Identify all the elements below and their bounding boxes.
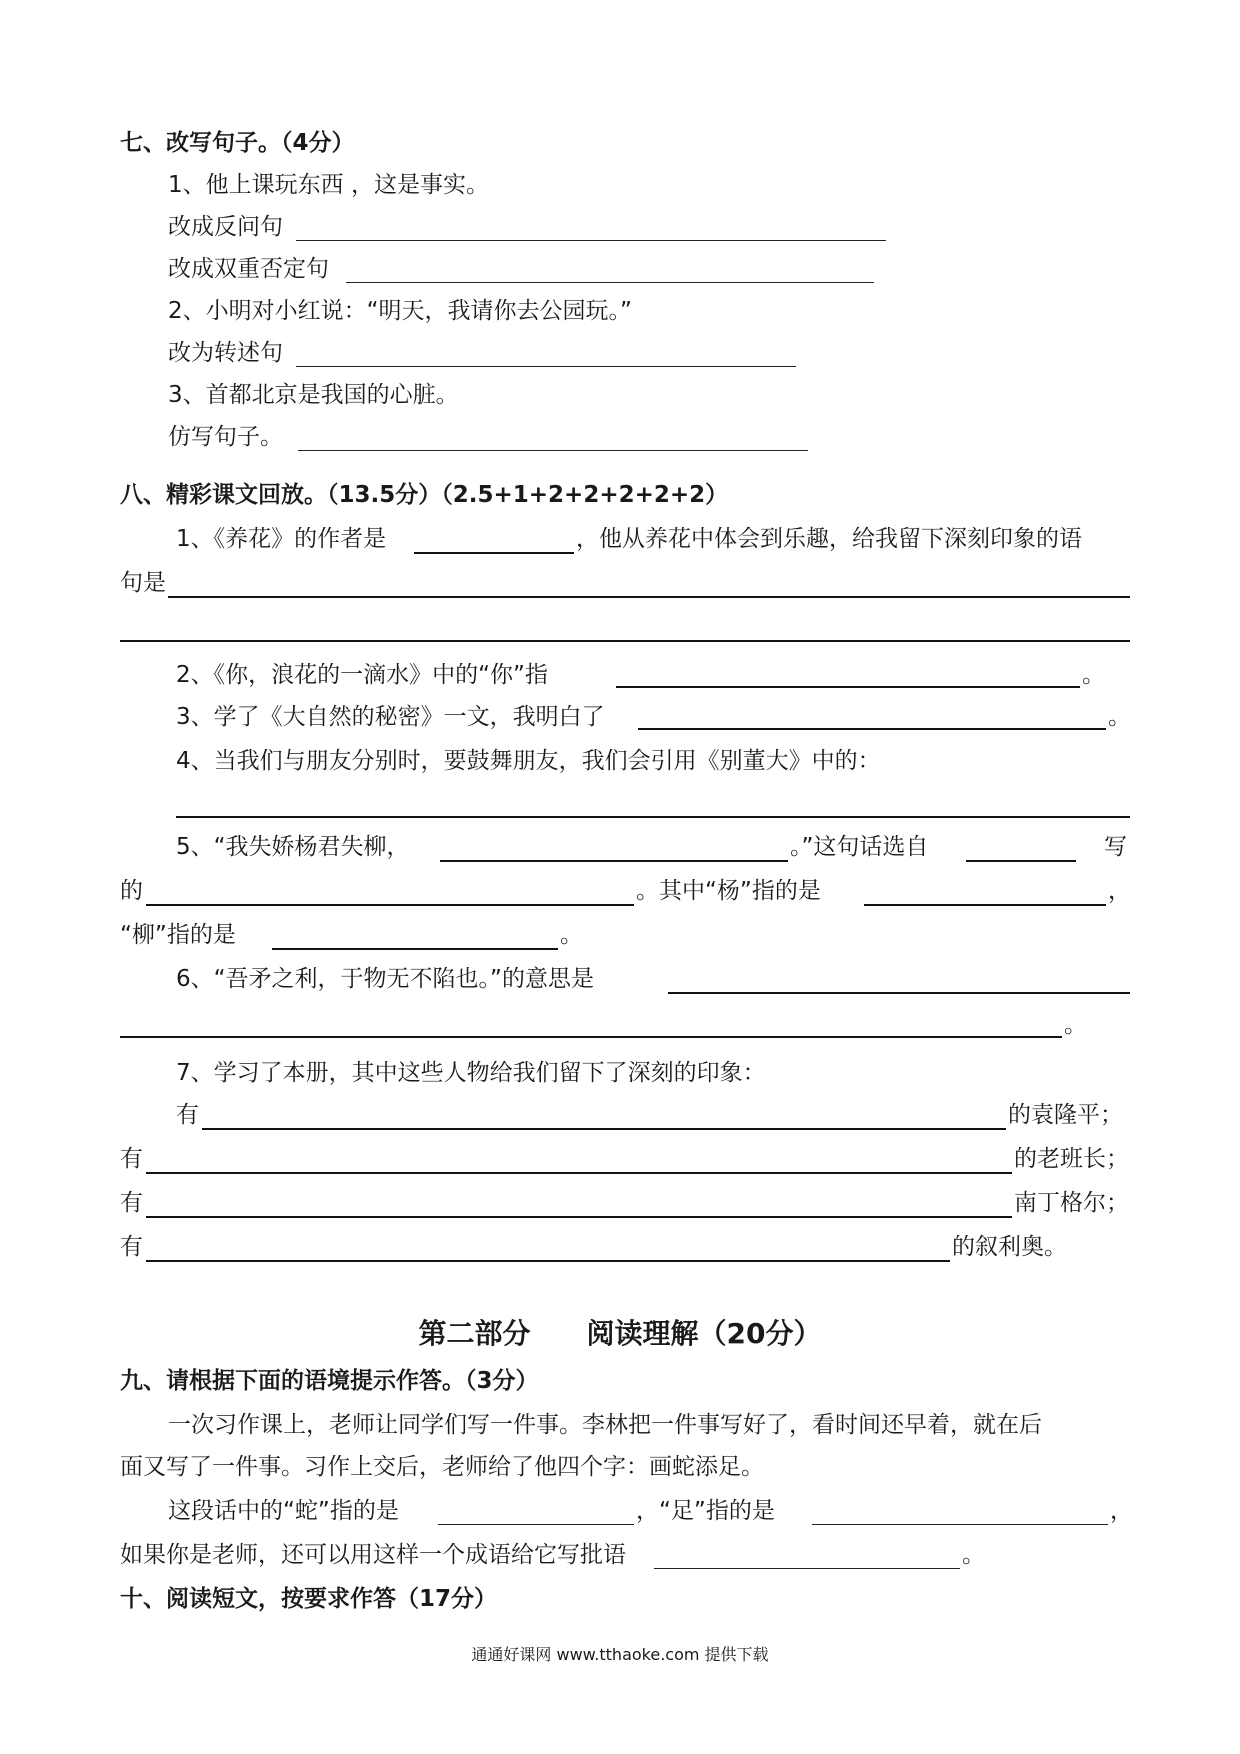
s8-q6-blank[interactable] (668, 992, 1130, 994)
section10-heading: 十、阅读短文，按要求作答（17分） (120, 1586, 498, 1612)
s7-q2-indirect-label: 改为转述句 (168, 340, 283, 366)
s8-q7-blank-1[interactable] (202, 1128, 1006, 1130)
s9-paragraph-line-1: 一次习作课上，老师让同学们写一件事。李林把一件事写好了，看时间还早着，就在后 (168, 1412, 1042, 1438)
s8-q5-text-c: 写 (1104, 834, 1127, 860)
s7-question-1: 1、他上课玩东西 ，这是事实。 (168, 172, 489, 198)
s8-q3-text: 3、学了《大自然的秘密》一文，我明白了 (176, 704, 605, 730)
s8-q7-person-2: 的老班长； (1014, 1146, 1129, 1172)
s8-q1-answer-line-2[interactable] (120, 640, 1130, 642)
s8-q5-text-e: 。其中“杨”指的是 (636, 878, 821, 904)
s7-q3-imitate-answer-line[interactable] (298, 450, 808, 451)
s8-q7-text: 7、学习了本册，其中这些人物给我们留下了深刻的印象： (176, 1060, 766, 1086)
s7-q1-rhetorical-label: 改成反问句 (168, 214, 283, 240)
s9-snake-blank[interactable] (438, 1524, 634, 1525)
s8-q6-text: 6、“吾矛之利，于物无不陷也。”的意思是 (176, 966, 594, 992)
s8-q7-blank-4[interactable] (146, 1260, 950, 1262)
s8-q5-poem-blank[interactable] (440, 860, 788, 862)
s8-q3-end: 。 (1108, 704, 1131, 730)
s8-q2-end: 。 (1082, 662, 1105, 688)
s7-question-2: 2、小明对小红说：“明天，我请你去公园玩。” (168, 298, 632, 324)
s9-question-text-d: 如果你是老师，还可以用这样一个成语给它写批语 (120, 1542, 626, 1568)
s8-q5-liu-blank[interactable] (272, 948, 558, 950)
s8-q1-text-c: 句是 (120, 570, 166, 596)
part2-title: 第二部分 阅读理解（20分） (418, 1317, 822, 1350)
section7-heading: 七、改写句子。（4分） (120, 130, 355, 156)
s8-q1-author-blank[interactable] (414, 552, 574, 554)
s8-q7-blank-2[interactable] (146, 1172, 1012, 1174)
s8-q5-text-b: 。”这句话选自 (790, 834, 929, 860)
s8-q5-text-f: ， (1108, 878, 1131, 904)
s8-q7-you-1: 有 (176, 1102, 199, 1128)
s9-foot-blank[interactable] (812, 1524, 1108, 1525)
s8-q1-text-a: 1、《养花》的作者是 (176, 526, 387, 552)
s8-q4-text: 4、当我们与朋友分别时，要鼓舞朋友，我们会引用《别董大》中的： (176, 748, 881, 774)
s8-q1-sentence-blank[interactable] (168, 596, 1130, 598)
footer-download-note: 通通好课网 www.tthaoke.com 提供下载 (471, 1645, 769, 1664)
s8-q1-text-b: ，他从养花中体会到乐趣，给我留下深刻印象的语 (576, 526, 1082, 552)
section8-heading: 八、精彩课文回放。（13.5分）（2.5+1+2+2+2+2+2） (120, 482, 729, 508)
s8-q5-text-g: “柳”指的是 (120, 922, 236, 948)
s7-q2-indirect-answer-line[interactable] (296, 366, 796, 367)
s8-q3-blank[interactable] (638, 728, 1106, 730)
s8-q6-end: 。 (1064, 1012, 1087, 1038)
s8-q5-source-blank[interactable] (966, 860, 1076, 862)
s8-q7-blank-3[interactable] (146, 1216, 1012, 1218)
s8-q6-answer-line-2[interactable] (120, 1036, 1062, 1038)
s7-q3-imitate-label: 仿写句子。 (168, 424, 283, 450)
s8-q7-person-1: 的袁隆平； (1008, 1102, 1123, 1128)
s8-q5-text-h: 。 (560, 922, 583, 948)
s7-q1-rhetorical-answer-line[interactable] (296, 240, 886, 241)
s8-q2-blank[interactable] (616, 686, 1080, 688)
s7-question-3: 3、首都北京是我国的心脏。 (168, 382, 459, 408)
s8-q5-yang-blank[interactable] (864, 904, 1106, 906)
section9-heading: 九、请根据下面的语境提示作答。（3分） (120, 1368, 539, 1394)
s9-idiom-blank[interactable] (654, 1568, 960, 1569)
s8-q7-you-2: 有 (120, 1146, 143, 1172)
s7-q1-double-negative-label: 改成双重否定句 (168, 256, 329, 282)
s8-q7-you-4: 有 (120, 1234, 143, 1260)
s8-q2-text: 2、《你，浪花的一滴水》中的“你”指 (176, 662, 548, 688)
s9-question-text-a: 这段话中的“蛇”指的是 (168, 1498, 399, 1524)
s9-question-text-c: ， (1110, 1498, 1133, 1524)
s8-q5-title-blank[interactable] (146, 904, 634, 906)
s8-q7-you-3: 有 (120, 1190, 143, 1216)
s8-q7-person-3: 南丁格尔； (1014, 1190, 1129, 1216)
s8-q5-text-d: 的 (120, 878, 143, 904)
s9-question-text-b: ，“足”指的是 (636, 1498, 775, 1524)
s8-q5-text-a: 5、“我失娇杨君失柳， (176, 834, 410, 860)
s7-q1-double-negative-answer-line[interactable] (346, 282, 874, 283)
s8-q4-answer-line[interactable] (176, 816, 1130, 818)
s9-paragraph-line-2: 面又写了一件事。习作上交后，老师给了他四个字：画蛇添足。 (120, 1454, 764, 1480)
s9-question-text-e: 。 (962, 1542, 985, 1568)
s8-q7-person-4: 的叙利奥。 (952, 1234, 1067, 1260)
